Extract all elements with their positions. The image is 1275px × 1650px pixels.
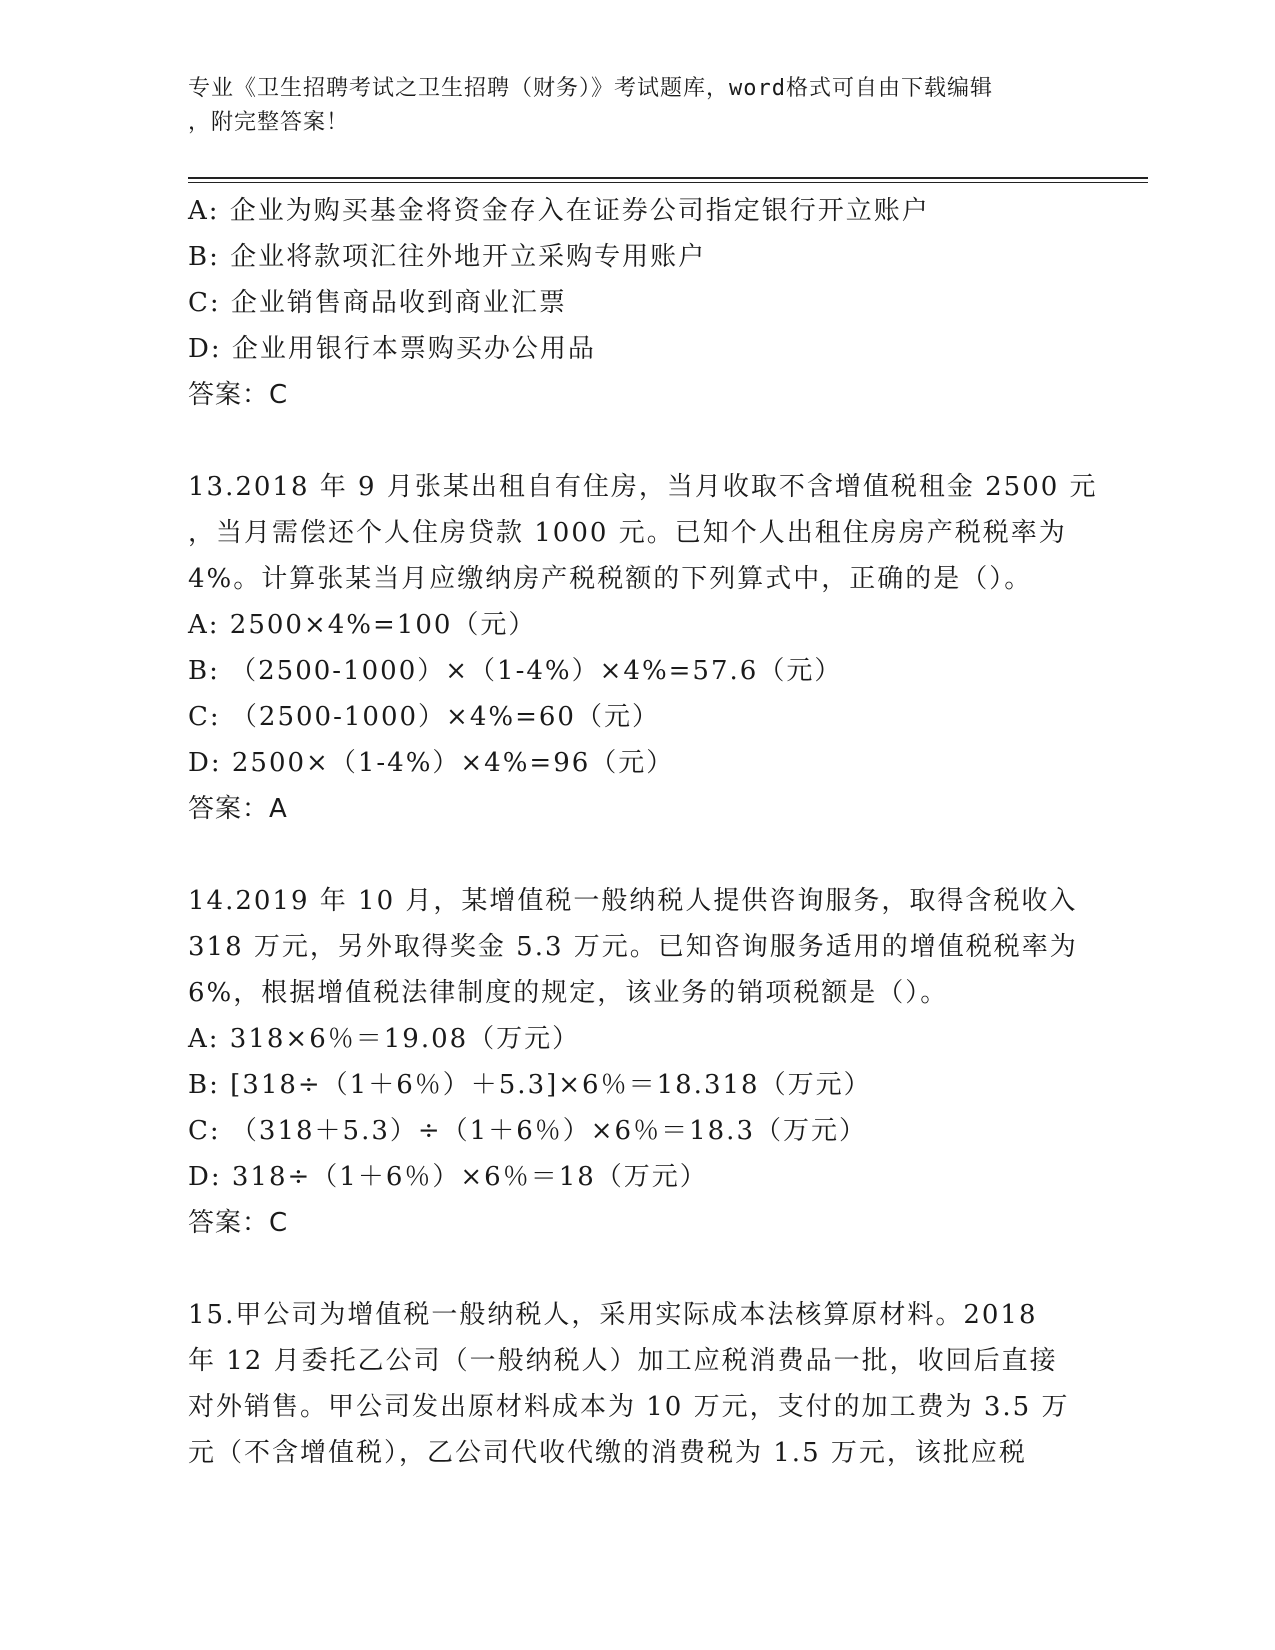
option-c: C: （2500-1000）×4%=60（元） [188, 702, 660, 732]
option-b: B: （2500-1000）×（1-4%）×4%=57.6（元） [188, 656, 843, 686]
question-12 [188, 188, 1088, 418]
page-header: 专业《卫生招聘考试之卫生招聘（财务）》考试题库，word格式可自由下载编辑 ，附完整答案！ [188, 76, 993, 135]
question-stem-line: 6%，根据增值税法律制度的规定，该业务的销项税额是（）。 [188, 978, 949, 1008]
question-stem-line: 13.2018 年 9 月张某出租自有住房，当月收取不含增值税租金 2500 元 [188, 472, 1098, 502]
header-divider-thin [188, 182, 1148, 183]
answer: 答案：A [188, 794, 288, 824]
option-b: B: [318÷（1＋6％）＋5.3]×6％＝18.318（万元） [188, 1070, 872, 1100]
question-stem-line: 14.2019 年 10 月，某增值税一般纳税人提供咨询服务，取得含税收入 [188, 886, 1078, 916]
answer: 答案：C [188, 1208, 289, 1238]
question-stem-line: 15.甲公司为增值税一般纳税人，采用实际成本法核算原材料。2018 [188, 1300, 1038, 1330]
option-d: D: 318÷（1＋6％）×6％＝18（万元） [188, 1162, 708, 1192]
question-stem-line: 元（不含增值税），乙公司代收代缴的消费税为 1.5 万元，该批应税 [188, 1438, 1027, 1468]
question-stem-line: 318 万元，另外取得奖金 5.3 万元。已知咨询服务适用的增值税税率为 [188, 932, 1078, 962]
question-list [188, 188, 1098, 1476]
question-13 [188, 464, 1098, 832]
question-stem-line: 4%。计算张某当月应缴纳房产税税额的下列算式中，正确的是（）。 [188, 564, 1033, 594]
question-stem-line: 年 12 月委托乙公司（一般纳税人）加工应税消费品一批，收回后直接 [188, 1346, 1058, 1376]
header-divider-thick [188, 177, 1148, 179]
option-b: B: 企业将款项汇往外地开立采购专用账户 [188, 242, 707, 272]
question-stem-line: 对外销售。甲公司发出原材料成本为 10 万元，支付的加工费为 3.5 万 [188, 1392, 1070, 1422]
option-c: C: 企业销售商品收到商业汇票 [188, 288, 567, 318]
question-15 [188, 1292, 1088, 1476]
option-d: D: 2500×（1-4%）×4%=96（元） [188, 748, 675, 778]
answer: 答案：C [188, 380, 289, 410]
option-a: A: 318×6％＝19.08（万元） [188, 1024, 581, 1054]
option-d: D: 企业用银行本票购买办公用品 [188, 334, 596, 364]
option-a: A: 2500×4%=100（元） [188, 610, 537, 640]
question-stem-line: ，当月需偿还个人住房贷款 1000 元。已知个人出租住房房产税税率为 [188, 518, 1067, 548]
question-14 [188, 878, 1088, 1246]
option-c: C: （318＋5.3）÷（1＋6％）×6％＝18.3（万元） [188, 1116, 867, 1146]
option-a: A: 企业为购买基金将资金存入在证券公司指定银行开立账户 [188, 196, 930, 226]
